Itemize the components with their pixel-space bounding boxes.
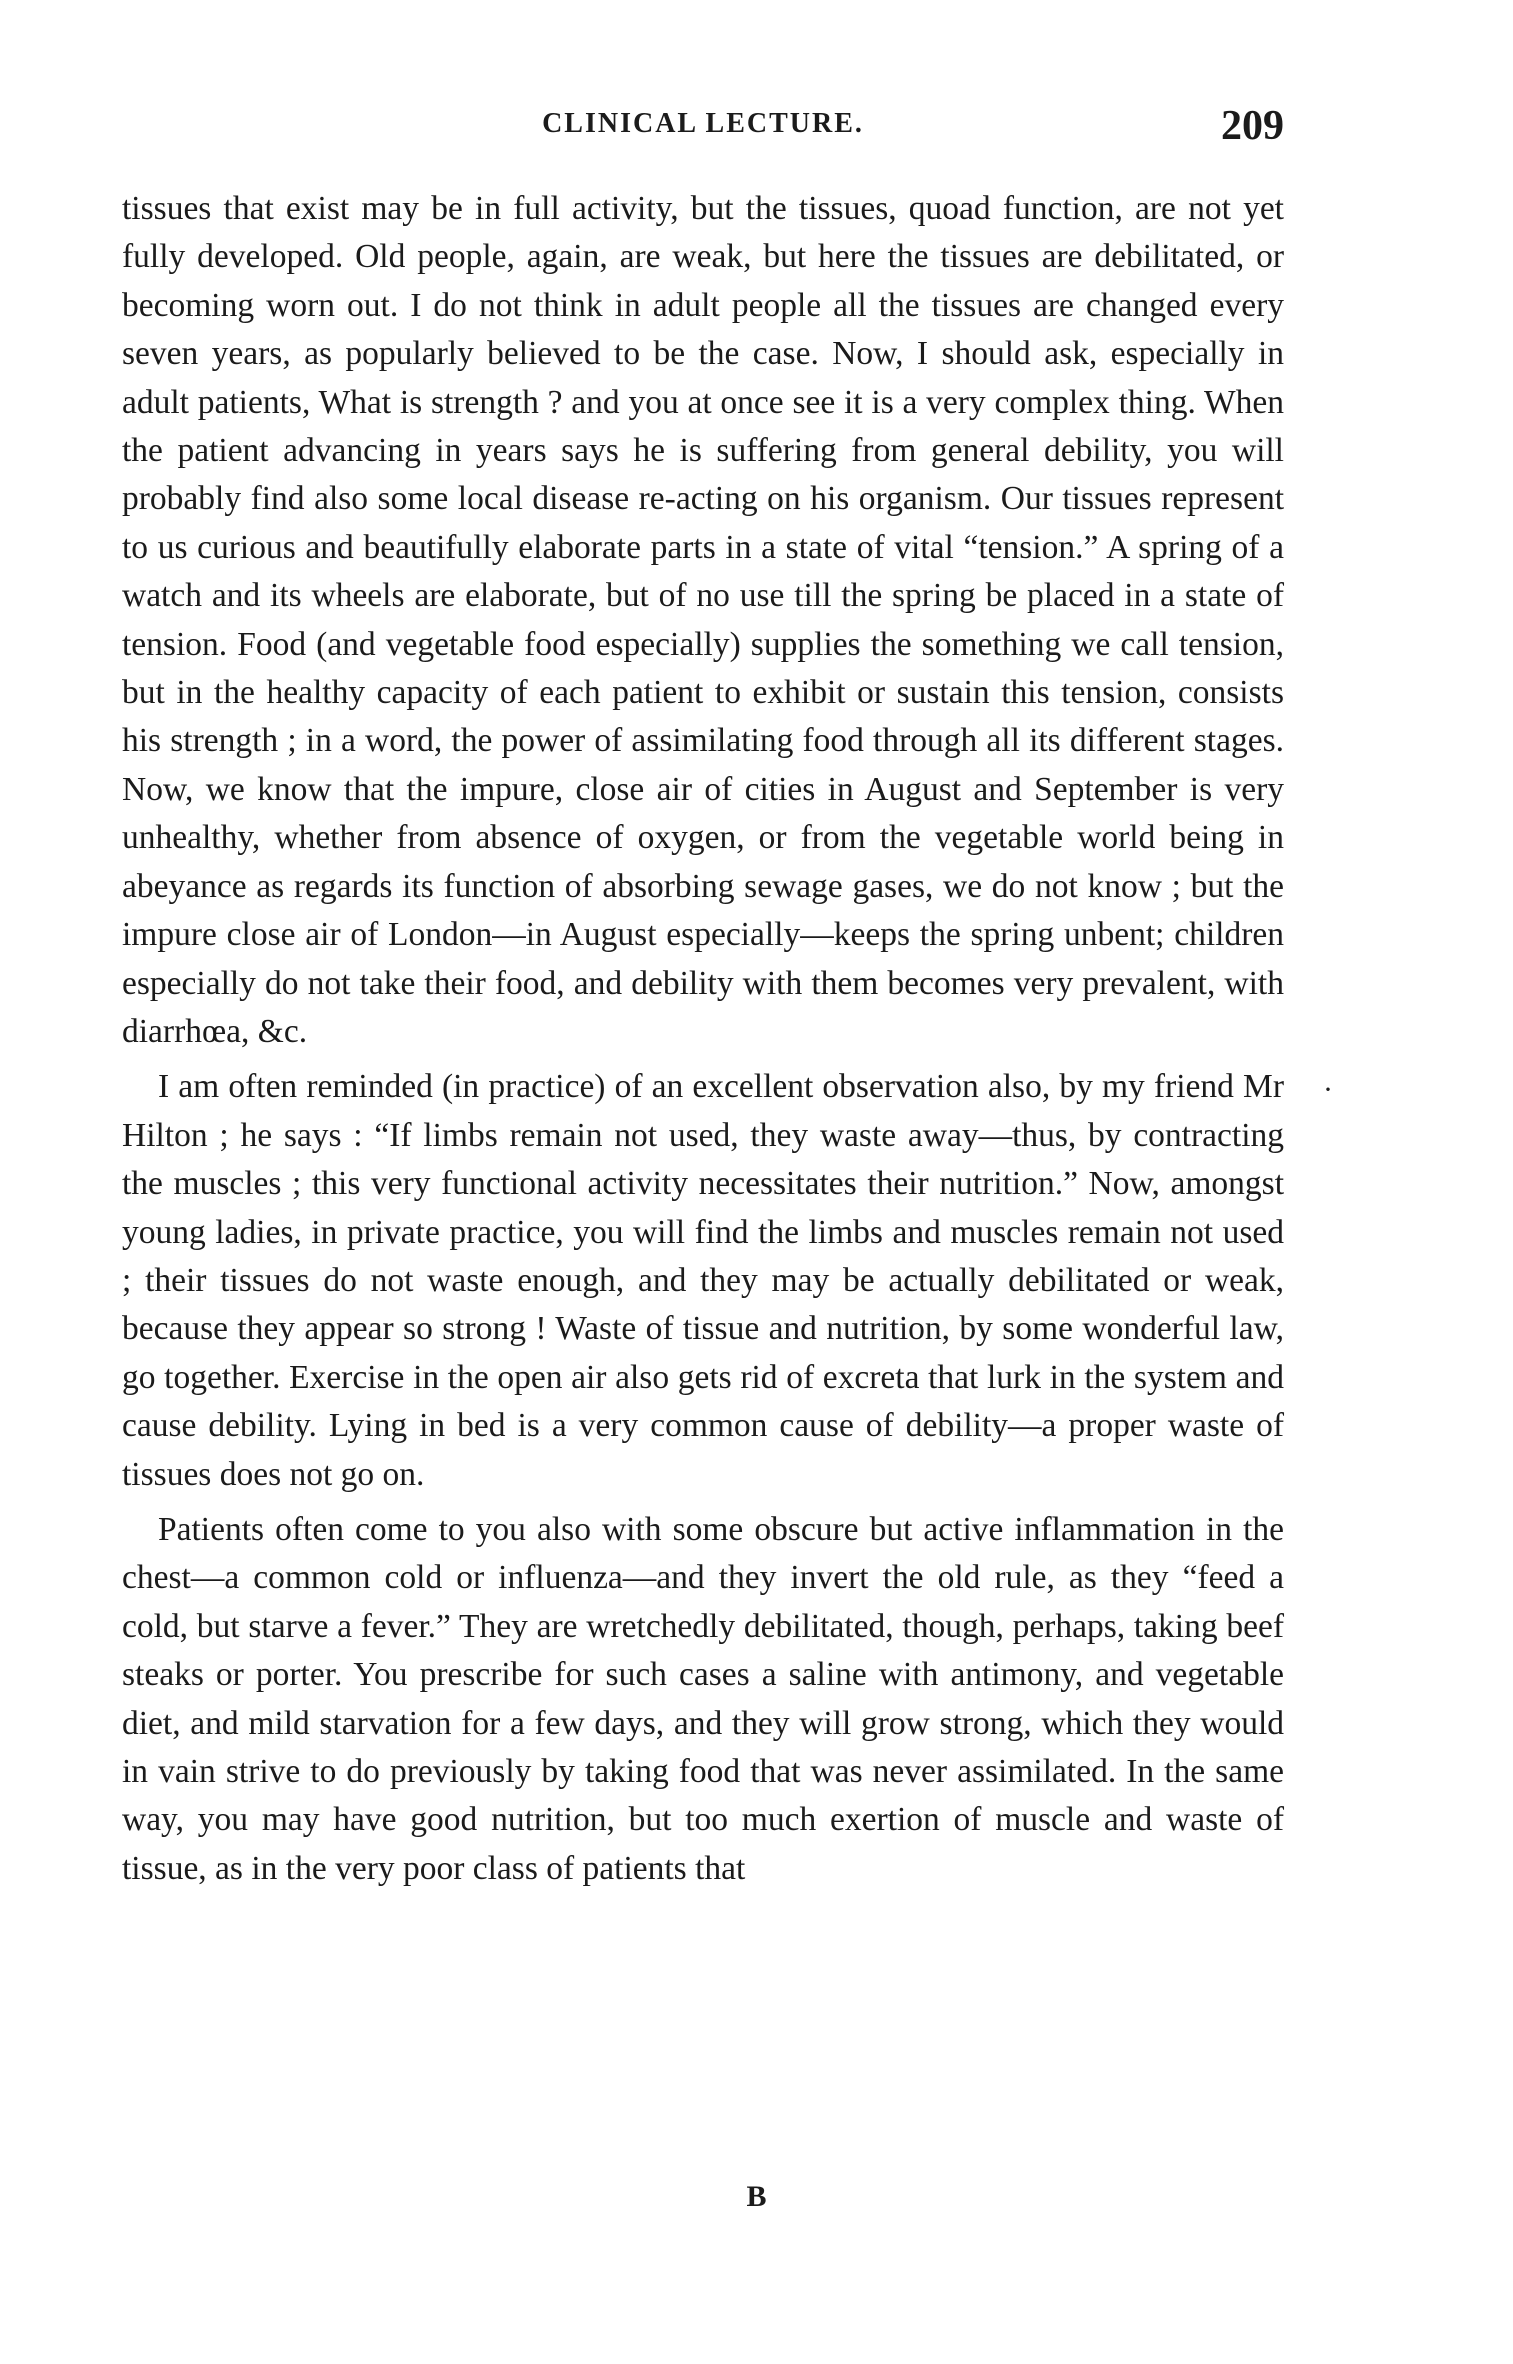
paragraph-1: tissues that exist may be in full activity, but the tissues, quoad function, are not yet fully developed. Old people, again, are weak, but here the tissues are debilitated, or becoming worn out. I do not think in adult people all the tissues are changed every seven years, as popularly believed to be the case. Now, I should ask, especially in adult patients, What is strength ? and you at once see it is a very complex thing. When the patient advancing in years says he is suffering from general debility, you will probably find also some local disease re-acting on his organism. Our tissues represent to us curious and beautifully elaborate parts in a state of vital “tension.” A spring of a watch and its wheels are elaborate, but of no use till the spring be placed in a state of tension. Food (and vegetable food especially) supplies the something we call tension, but in the healthy capacity of each patient to exhibit or sustain this tension, consists his strength ; in a word, the power of assimilating food through all its different stages. Now, we know that the impure, close air of cities in August and September is very unhealthy, whether from absence of oxygen, or from the vegetable world being in abeyance as regards its function of absorbing sewage gases, we do not know ; but the impure close air of London—in August especially—keeps the spring unbent; children especially do not take their food, and debility with them becomes very prevalent, with diarrhœa, &c.	[122, 190, 1284, 1050]
body-text	[122, 185, 1284, 1900]
paragraph-2: I am often reminded (in practice) of an excellent observation also, by my friend Mr Hilton ; he says : “If limbs remain not used, they waste away—thus, by contracting the muscles ; this very functional activity necessitates their nutrition.” Now, amongst young ladies, in private practice, you will find the limbs and muscles remain not used ; their tissues do not waste enough, and they may be actually debilitated or weak, because they appear so strong ! Waste of tissue and nutrition, by some wonderful law, go together. Exercise in the open air also gets rid of excreta that lurk in the system and cause debility. Lying in bed is a very common cause of debility—a proper waste of tissues does not go on.	[122, 1068, 1284, 1493]
page-number: 209	[1221, 103, 1284, 149]
running-head	[122, 103, 1284, 156]
paragraph-3: Patients often come to you also with some obscure but active inflammation in the chest—a common cold or influenza—and they invert the old rule, as they “feed a cold, but starve a fever.” They are wretchedly debilitated, though, perhaps, taking beef steaks or porter. You prescribe for such cases a saline with antimony, and vegetable diet, and mild starvation for a few days, and they will grow strong, which they would in vain strive to do previously by taking food that was never assimilated. In the same way, you may have good nutrition, but too much exertion of muscle and waste of tissue, as in the very poor class of patients that	[122, 1510, 1284, 1887]
signature-mark: B	[746, 2180, 767, 2213]
running-title: CLINICAL LECTURE.	[542, 108, 864, 139]
margin-speck: ·	[1323, 1073, 1333, 1106]
